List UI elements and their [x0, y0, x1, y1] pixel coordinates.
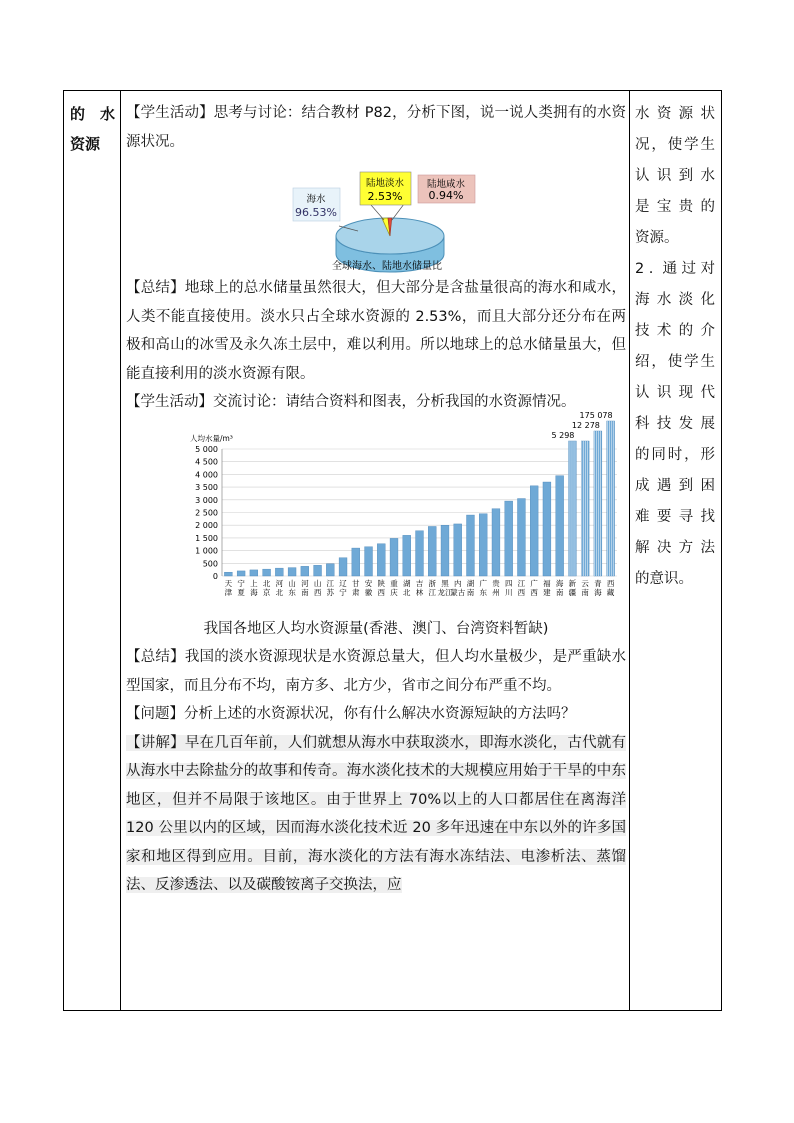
x-tick-label: 庆 [390, 587, 398, 597]
y-tick-label: 4 500 [195, 457, 218, 467]
x-tick-label: 龙江 [437, 587, 453, 597]
x-tick-label: 黑 [441, 578, 449, 588]
design-intent-line: 解 决 方 法 [635, 540, 715, 556]
bar-chart-caption: 我国各地区人均水资源量(香港、澳门、台湾资料暂缺) [203, 620, 549, 637]
china-water-bar-chart [126, 410, 626, 613]
bar [237, 570, 245, 575]
bar [377, 543, 385, 575]
x-tick-label: 宁 [339, 587, 347, 597]
x-tick-label: 西 [530, 587, 538, 597]
x-tick-label: 青 [594, 578, 602, 588]
x-tick-label: 疆 [568, 587, 577, 597]
bar [288, 567, 296, 575]
bar [556, 475, 564, 575]
x-tick-label: 州 [492, 587, 500, 597]
water-pie-chart [126, 156, 626, 274]
y-tick-label: 1 500 [195, 533, 218, 543]
x-tick-label: 苏 [326, 587, 335, 597]
bar-svg [126, 410, 626, 613]
bar [467, 515, 475, 576]
x-tick-label: 夏 [237, 587, 245, 597]
pie-label-seawater-value: 96.53% [295, 206, 337, 219]
x-tick-label: 甘 [352, 578, 360, 588]
x-tick-label: 海 [250, 587, 258, 597]
bar [390, 538, 398, 576]
pie-leader-salt [392, 204, 404, 220]
x-tick-label: 西 [606, 578, 615, 588]
x-tick-label: 陕 [377, 578, 386, 588]
y-tick-label: 5 000 [195, 444, 218, 454]
y-axis-label: 人均水量/m³ [190, 433, 233, 443]
pie-label-fresh-name: 陆地淡水 [365, 178, 405, 189]
bar-value-label: 12 278 [571, 420, 600, 430]
x-tick-label: 新 [568, 578, 577, 588]
bar-value-label: 5 298 [551, 430, 575, 440]
x-tick-label: 津 [224, 587, 233, 597]
bar-value-label: 175 078 [579, 410, 613, 420]
pie-label-salt-name: 陆地咸水 [426, 179, 466, 190]
pie-svg [126, 156, 626, 274]
bar [250, 569, 258, 575]
x-tick-label: 河 [301, 578, 309, 588]
x-tick-label: 南 [555, 587, 564, 597]
x-tick-label: 东 [479, 587, 487, 597]
design-intent-line: 是 宝 贵 的 [635, 199, 715, 215]
x-tick-label: 四 [504, 578, 513, 588]
column-divider-2 [629, 91, 630, 1010]
y-tick-label: 3 500 [195, 482, 218, 492]
teaching-process-cell [126, 99, 626, 900]
bar [263, 569, 271, 576]
lecture-text: 【讲解】早在几百年前，人们就想从海水中获取淡水，即海水淡化，古代就有从海水中去除盐分的故事和传奇。海水淡化技术的大规模应用始于干旱的中东地区，但并不局限于该地区。由于世界上 70%以上的人口都居住在离海洋 120 公里以内的区域，因而海水淡化技术近 20 多年迅速在中东以外的许多国家和地区得到应用。目前，海水淡化的方法有海水冻结法、电渗析法、蒸馏法、反渗透法、以及碳酸铵离子交换法，应 [126, 734, 626, 893]
x-tick-label: 上 [250, 578, 258, 588]
bar [314, 565, 322, 576]
bar [301, 566, 309, 576]
design-intent-line: 况 ， 使 学 生 [635, 137, 715, 153]
y-tick-label: 500 [202, 558, 218, 568]
bar [224, 572, 232, 576]
x-tick-label: 北 [275, 587, 284, 597]
x-tick-label: 宁 [237, 578, 245, 588]
section-label-line-1: 的 水 [70, 105, 116, 123]
pie-label-seawater-name: 海水 [306, 194, 326, 205]
pie-label-fresh-value: 2.53% [367, 190, 403, 203]
x-tick-label: 西 [313, 587, 322, 597]
x-tick-label: 南 [301, 587, 309, 597]
pie-leader-fresh [371, 205, 384, 220]
x-tick-label: 内 [453, 578, 462, 588]
y-tick-label: 2 500 [195, 508, 218, 517]
x-tick-label: 建 [543, 587, 551, 597]
bar [428, 526, 436, 576]
design-intent-line: 成 遇 到 困 [635, 478, 715, 494]
lesson-table [63, 90, 722, 1011]
y-tick-label: 2 000 [195, 520, 218, 530]
design-intent-cell [635, 99, 715, 595]
design-intent-line: 海 水 淡 化 [635, 292, 715, 308]
bar [416, 530, 424, 575]
x-tick-label: 湖 [466, 578, 475, 588]
bar [352, 548, 360, 576]
x-tick-label: 浙 [428, 578, 436, 588]
x-tick-label: 吉 [415, 578, 424, 588]
x-tick-label: 安 [364, 578, 373, 588]
student-activity-china: 【学生活动】交流讨论：请结合资料和图表，分析我国的水资源情况。 [126, 394, 576, 410]
bar [441, 525, 449, 576]
x-tick-label: 蒙古 [450, 587, 466, 597]
design-intent-line: 认 识 现 代 [635, 385, 715, 401]
design-intent-line: 绍 ， 使 学 生 [635, 354, 715, 370]
design-intent-line: 技 术 的 介 [635, 323, 715, 339]
design-intent-line: 水 资 源 状 [635, 106, 715, 122]
section-label-line-2: 资源 [70, 135, 101, 153]
bar [403, 535, 411, 576]
bar [326, 563, 334, 575]
x-tick-label: 云 [581, 578, 589, 588]
design-intent-line: 的 同 时 ， 形 [635, 447, 715, 463]
x-tick-label: 重 [390, 578, 398, 588]
x-tick-label: 河 [275, 578, 284, 588]
x-tick-label: 广 [479, 578, 487, 588]
summary-global-water: 【总结】地球上的总水储量虽然很大，但大部分是含盐量很高的海水和咸水，人类不能直接使用。淡水只占全球水资源的 2.53%，而且大部分还分布在两极和高山的冰雪及永久冻土层中，难以利用。所以地球上的总水储量虽大，但能直接利用的淡水资源有限。 [126, 280, 626, 382]
pie-title: 全球海水、陆地水储量比 [332, 261, 442, 272]
y-tick-label: 1 000 [195, 546, 218, 556]
x-tick-label: 南 [466, 587, 475, 597]
y-tick-label: 3 000 [195, 495, 218, 505]
x-tick-label: 福 [543, 578, 551, 588]
lecture-paragraph [126, 729, 626, 900]
x-tick-label: 东 [288, 587, 296, 597]
x-tick-label: 海 [594, 587, 602, 597]
question-paragraph: 【问题】分析上述的水资源状况，你有什么解决水资源短缺的方法吗？ [126, 706, 576, 722]
design-intent-line: 的意识。 [635, 571, 693, 587]
x-tick-label: 林 [415, 587, 424, 597]
x-tick-label: 湖 [403, 578, 411, 588]
summary-china-water: 【总结】我国的淡水资源现状是水资源总量大，但人均水量极少，是严重缺水型国家，而且分布不均，南方多、北方少，省市之间分布严重不均。 [126, 649, 626, 694]
bar [339, 557, 347, 575]
bar [543, 482, 551, 576]
x-tick-label: 山 [288, 578, 296, 588]
x-tick-label: 北 [403, 587, 411, 597]
x-tick-label: 贵 [492, 578, 500, 588]
column-divider-1 [120, 91, 121, 1010]
x-tick-label: 江 [517, 578, 526, 588]
bar [454, 523, 462, 575]
bar [517, 498, 525, 575]
bar [479, 513, 487, 575]
section-label-cell [64, 91, 120, 159]
design-intent-line: 科 技 发 展 [635, 416, 715, 432]
x-tick-label: 江 [326, 578, 335, 588]
design-intent-line: 2 . 通 过 对 [635, 261, 715, 277]
x-tick-label: 海 [555, 578, 564, 588]
bar [530, 485, 538, 575]
design-intent-line: 认 识 到 水 [635, 168, 715, 184]
student-activity-discussion: 【学生活动】思考与讨论：结合教材 P82，分析下图，说一说人类拥有的水资源状况。 [126, 105, 626, 150]
x-tick-label: 江 [428, 587, 436, 597]
x-tick-label: 山 [313, 578, 322, 588]
x-tick-label: 北 [262, 578, 271, 588]
x-tick-label: 西 [517, 587, 526, 597]
x-tick-label: 西 [377, 587, 386, 597]
bar [275, 568, 283, 576]
pie-label-salt-value: 0.94% [428, 189, 464, 202]
y-tick-label: 4 000 [195, 469, 218, 479]
x-tick-label: 辽 [339, 578, 347, 588]
x-tick-label: 肃 [352, 587, 360, 597]
x-tick-label: 徽 [364, 587, 373, 597]
x-tick-label: 广 [530, 578, 538, 588]
design-intent-line: 资源。 [635, 230, 679, 246]
bar [492, 508, 500, 575]
y-tick-label: 0 [212, 571, 218, 581]
x-tick-label: 天 [224, 578, 233, 588]
design-intent-line: 难 要 寻 找 [635, 509, 715, 525]
x-tick-label: 川 [504, 587, 513, 597]
x-tick-label: 京 [262, 587, 271, 597]
bar [365, 546, 373, 575]
x-tick-label: 藏 [606, 587, 615, 597]
x-tick-label: 南 [581, 587, 589, 597]
bar [505, 501, 513, 576]
